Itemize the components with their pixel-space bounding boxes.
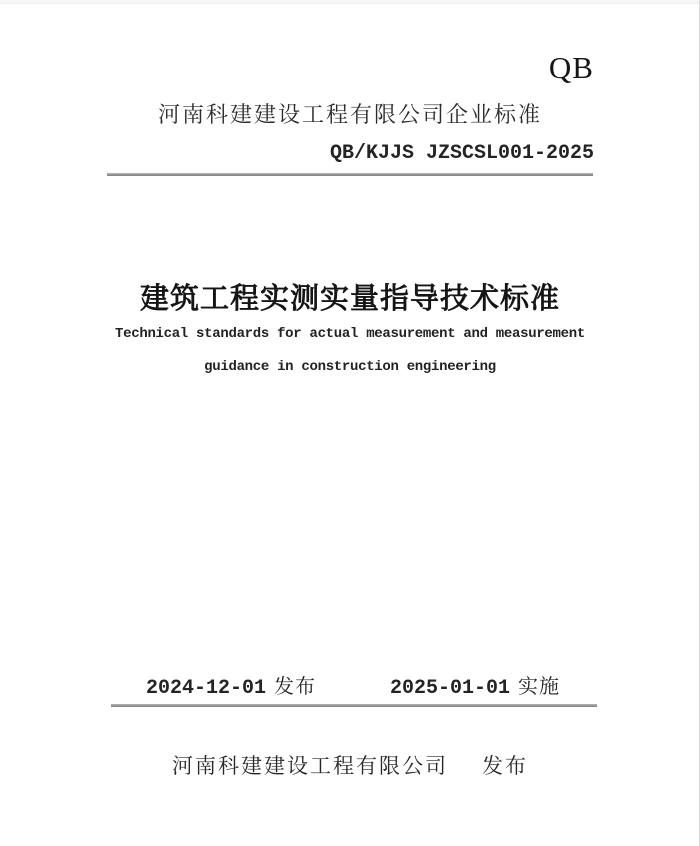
implement-date-label: 实施 (518, 676, 560, 698)
publisher-row (0, 750, 700, 780)
issue-date-label: 发布 (274, 676, 317, 698)
document-title-en-line2: guidance in construction engineering (204, 359, 496, 375)
publish-label: 发布 (482, 754, 528, 778)
org-standard-label: 河南科建建设工程有限公司企业标准 (157, 102, 542, 127)
issue-date-group (146, 670, 316, 700)
page-top-edge (0, 0, 700, 4)
qb-logo: QB (548, 50, 594, 85)
issue-date: 2024-12-01 (146, 677, 267, 700)
document-title-en-line1: Technical standards for actual measurement and measurement (115, 326, 585, 342)
document-title-zh: 建筑工程实测实量指导技术标准 (139, 283, 560, 315)
header-divider (107, 173, 593, 176)
footer-divider (111, 704, 597, 707)
publisher-name: 河南科建建设工程有限公司 (172, 754, 448, 778)
standard-number: QB/KJJS JZSCSL001-2025 (329, 142, 594, 165)
implement-date-group (390, 670, 560, 700)
implement-date: 2025-01-01 (389, 677, 510, 700)
